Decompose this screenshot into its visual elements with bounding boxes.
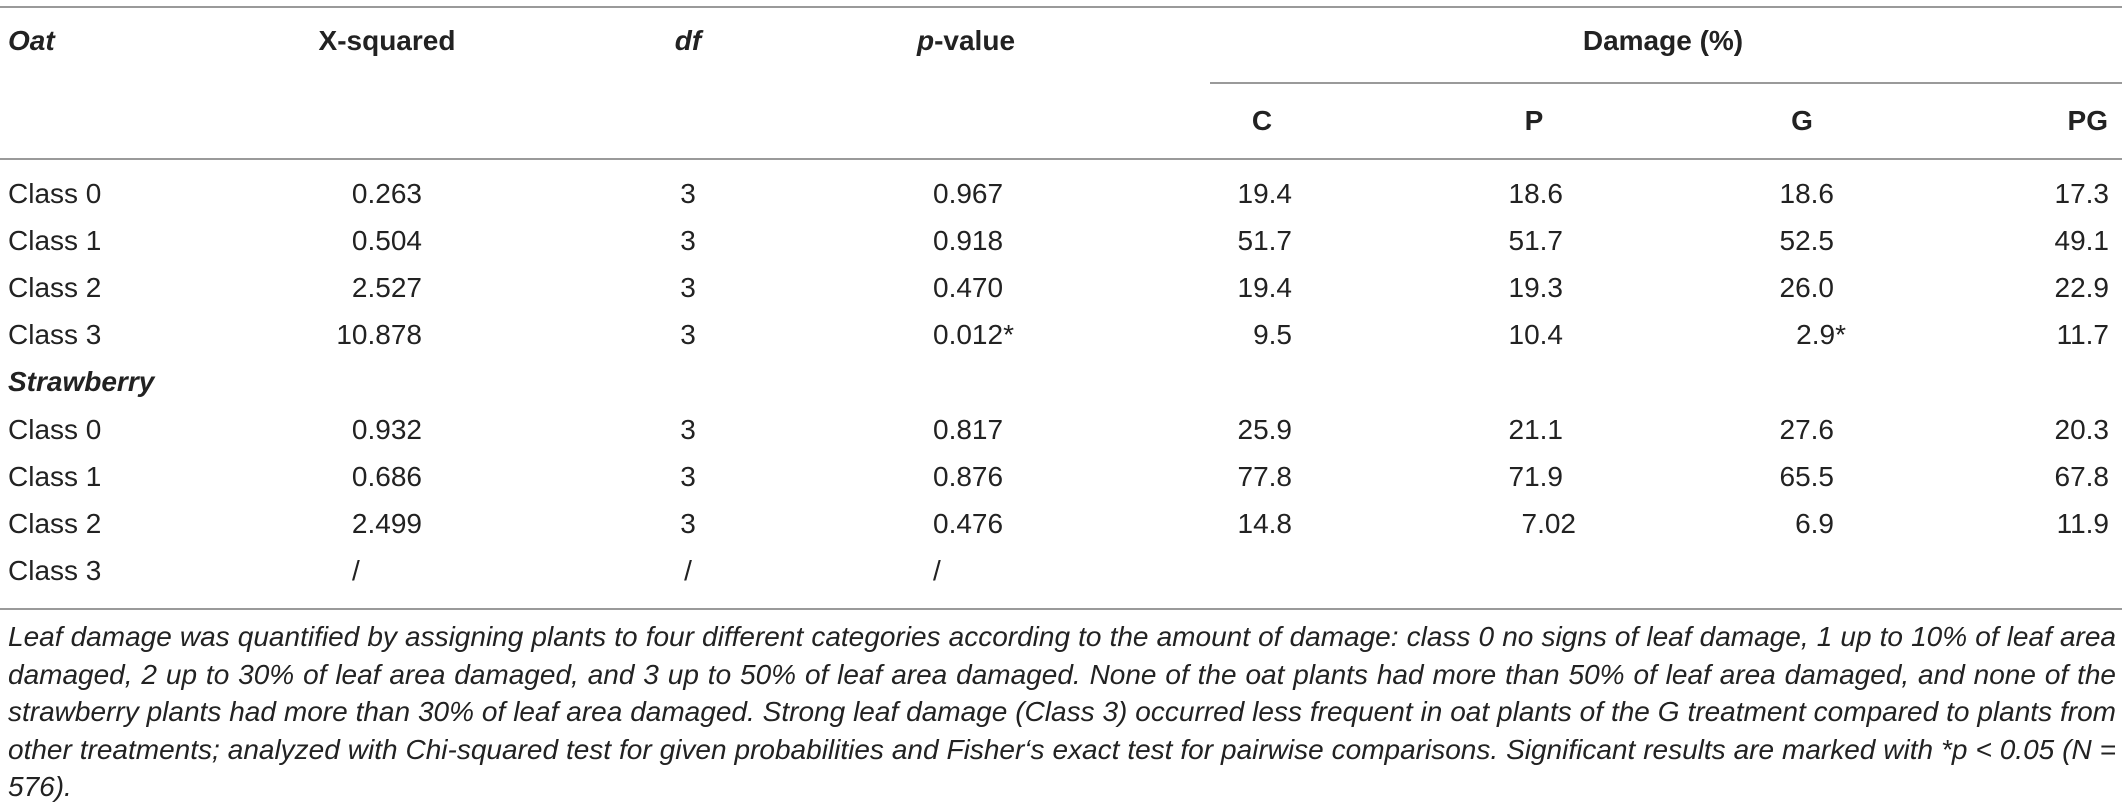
table-header-rule	[0, 158, 2122, 160]
cell-damage-p: 21.1	[1508, 414, 1563, 445]
cell-p: 0.967	[933, 178, 1004, 209]
table-row-label: Class 0	[8, 178, 102, 209]
cell-p: /	[933, 555, 941, 586]
cell-p: 0.918	[933, 225, 1004, 256]
header-damage-pg: PG	[2067, 105, 2108, 136]
damage-subheader-rule	[1210, 82, 2122, 84]
cell-damage-g: 52.5	[1779, 225, 1834, 256]
cell-damage-p: 10.4	[1508, 319, 1563, 350]
cell-df: 3	[680, 225, 696, 256]
cell-df: 3	[680, 319, 696, 350]
cell-damage-p: 19.3	[1508, 272, 1563, 303]
table-row-label: Class 1	[8, 461, 102, 492]
cell-df: /	[684, 555, 692, 586]
cell-df: 3	[680, 178, 696, 209]
cell-p: 0.876	[933, 461, 1004, 492]
table-footnote	[8, 618, 2116, 806]
cell-df: 3	[680, 272, 696, 303]
cell-damage-pg: 11.7	[2056, 319, 2109, 350]
cell-damage-p: 7.02	[1521, 508, 1576, 539]
group-heading-strawberry: Strawberry	[8, 366, 155, 397]
header-oat: Oat	[8, 25, 55, 56]
header-damage: Damage (%)	[1582, 25, 1744, 56]
cell-damage-g: 18.6	[1779, 178, 1834, 209]
cell-damage-pg: 49.1	[2054, 225, 2109, 256]
header-pvalue-suffix: -value	[934, 25, 1016, 56]
cell-xsq: 0.932	[351, 414, 422, 445]
cell-damage-c: 19.4	[1237, 178, 1292, 209]
cell-p: 0.470	[933, 272, 1004, 303]
cell-xsq: /	[352, 555, 360, 586]
header-xsquared: X-squared	[318, 25, 456, 56]
cell-xsq: 0.263	[351, 178, 422, 209]
cell-damage-c: 51.7	[1237, 225, 1292, 256]
footnote-text: Leaf damage was quantified by assigning plants to four different categories according to the amount of damage: class 0 no signs of leaf damage, 1 up to 10% of leaf area damaged, 2 up to 30% of leaf area damaged, and 3 up to 50% of leaf area damaged. None of the oat plants had more than 50% of leaf area damaged, and none of the strawberry plants had more than 30% of leaf area damaged. Strong leaf damage (Class 3) occurred less frequent in oat plants of the G treatment compared to plants from other treatments; analyzed with Chi-squared test for given probabilities and Fisher‘s exact test for pairwise comparisons. Significant results are marked with *p < 0.05 (N = 576).	[8, 621, 2116, 802]
cell-xsq: 0.504	[351, 225, 422, 256]
table-row-label: Class 2	[8, 272, 102, 303]
header-damage-g: G	[1791, 105, 1813, 136]
table-row-label: Class 1	[8, 225, 102, 256]
header-damage-p: P	[1524, 105, 1544, 136]
cell-damage-c: 77.8	[1237, 461, 1292, 492]
table-row-label: Class 2	[8, 508, 102, 539]
cell-xsq: 2.527	[351, 272, 422, 303]
cell-damage-p: 51.7	[1508, 225, 1563, 256]
cell-damage-g: 26.0	[1779, 272, 1834, 303]
cell-damage-pg: 22.9	[2054, 272, 2109, 303]
cell-p: 0.476	[933, 508, 1004, 539]
header-damage-c: C	[1251, 105, 1273, 136]
cell-damage-c: 19.4	[1237, 272, 1292, 303]
table-bottom-rule	[0, 608, 2122, 610]
cell-damage-p: 18.6	[1508, 178, 1563, 209]
cell-damage-g: 2.9*	[1796, 319, 1846, 350]
cell-damage-c: 14.8	[1237, 508, 1292, 539]
cell-damage-c: 9.5	[1253, 319, 1292, 350]
cell-p: 0.012*	[933, 319, 1014, 350]
cell-damage-pg: 67.8	[2054, 461, 2109, 492]
cell-damage-g: 6.9	[1795, 508, 1834, 539]
table-row-label: Class 3	[8, 319, 102, 350]
cell-xsq: 2.499	[351, 508, 422, 539]
cell-df: 3	[680, 461, 696, 492]
header-pvalue-p: p	[916, 25, 935, 56]
table-row-label: Class 3	[8, 555, 102, 586]
cell-df: 3	[680, 414, 696, 445]
cell-damage-g: 27.6	[1779, 414, 1834, 445]
header-pvalue	[917, 24, 1015, 58]
cell-damage-p: 71.9	[1508, 461, 1563, 492]
cell-damage-c: 25.9	[1237, 414, 1292, 445]
cell-damage-pg: 17.3	[2054, 178, 2109, 209]
cell-damage-pg: 11.9	[2056, 508, 2109, 539]
cell-xsq: 0.686	[351, 461, 422, 492]
table-top-rule	[0, 6, 2122, 8]
header-df: df	[674, 25, 702, 56]
cell-df: 3	[680, 508, 696, 539]
table-row-label: Class 0	[8, 414, 102, 445]
cell-p: 0.817	[933, 414, 1004, 445]
cell-xsq: 10.878	[336, 319, 422, 350]
cell-damage-pg: 20.3	[2054, 414, 2109, 445]
cell-damage-g: 65.5	[1779, 461, 1834, 492]
